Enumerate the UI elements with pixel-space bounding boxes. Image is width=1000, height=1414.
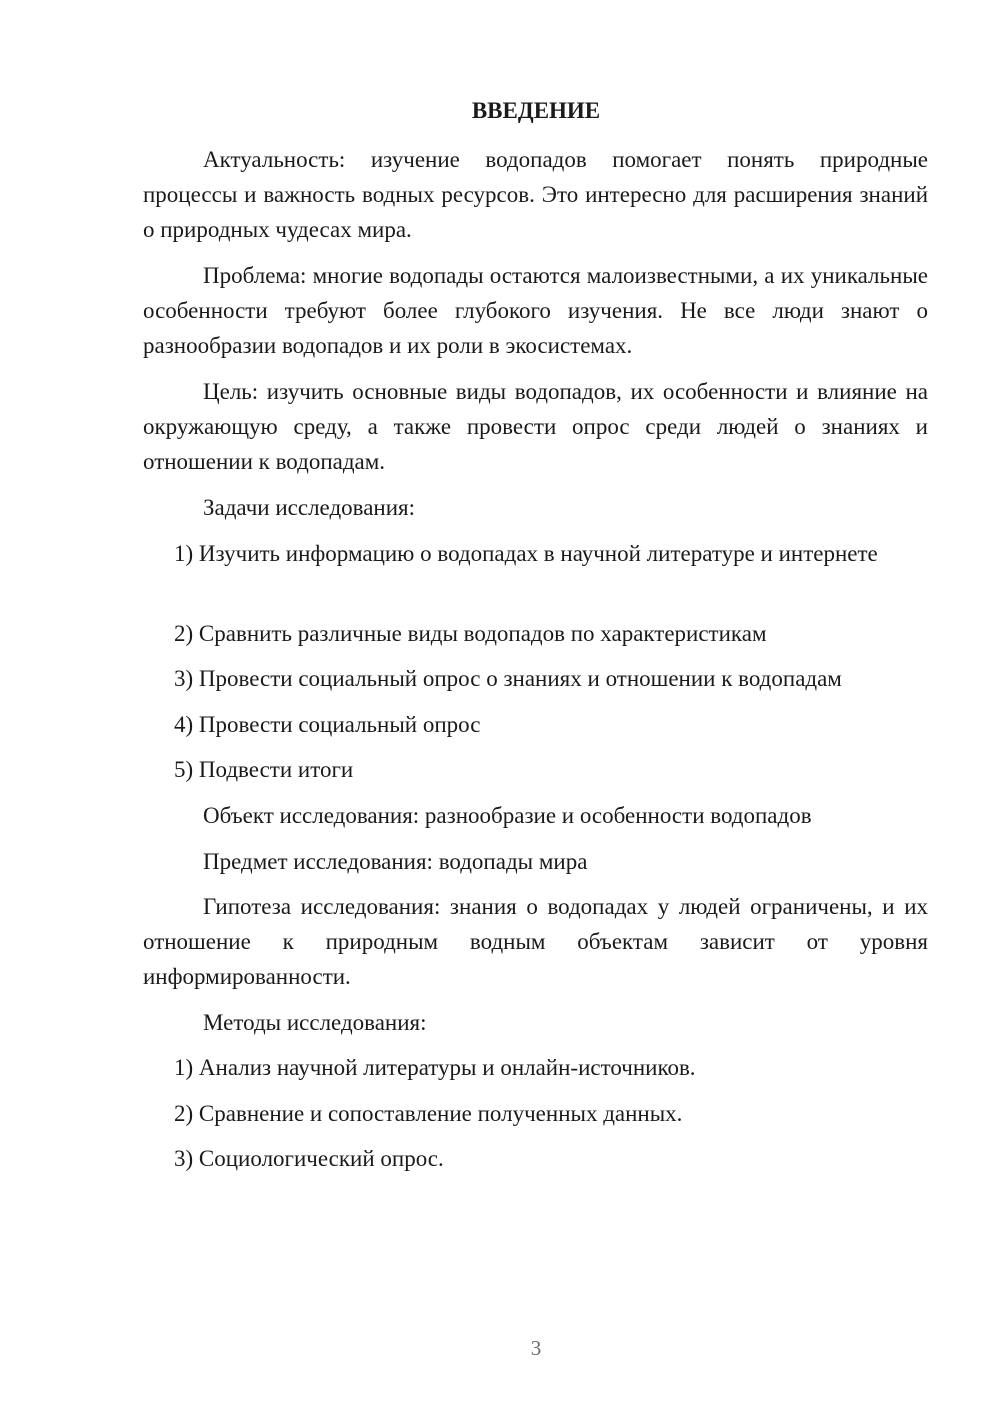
method-item-3: 3) Социологический опрос. bbox=[174, 1146, 444, 1171]
task-item-2: 2) Сравнить различные виды водопадов по характеристикам bbox=[174, 621, 767, 646]
relevance-paragraph: Актуальность: изучение водопадов помогает понять природные процессы и важность водных ресурсов. Это интересно для расширения знаний о природных чудесах мира. bbox=[143, 147, 928, 242]
page-number: 3 bbox=[530, 1336, 542, 1360]
task-item-3: 3) Провести социальный опрос о знаниях и отношении к водопадам bbox=[174, 666, 842, 691]
object-paragraph: Объект исследования: разнообразие и особенности водопадов bbox=[203, 803, 812, 828]
goal-paragraph: Цель: изучить основные виды водопадов, их особенности и влияние на окружающую среду, а также провести опрос среди людей о знаниях и отношении к водопадам. bbox=[143, 379, 928, 474]
method-item-2: 2) Сравнение и сопоставление полученных данных. bbox=[174, 1101, 683, 1126]
hypothesis-paragraph: Гипотеза исследования: знания о водопадах у людей ограничены, и их отношение к природным водным объектам зависит от уровня информированности. bbox=[143, 894, 928, 989]
task-item-1: 1) Изучить информацию о водопадах в научной литературе и интернете bbox=[174, 541, 878, 566]
page-title: ВВЕДЕНИЕ bbox=[471, 98, 601, 123]
subject-paragraph: Предмет исследования: водопады мира bbox=[203, 849, 588, 874]
task-item-4: 4) Провести социальный опрос bbox=[174, 712, 481, 737]
methods-heading: Методы исследования: bbox=[203, 1010, 427, 1035]
task-item-5: 5) Подвести итоги bbox=[174, 757, 354, 782]
problem-paragraph: Проблема: многие водопады остаются малоизвестными, а их уникальные особенности требуют более глубокого изучения. Не все люди знают о разнообразии водопадов и их роли в экосистемах. bbox=[143, 263, 928, 358]
method-item-1: 1) Анализ научной литературы и онлайн-источников. bbox=[174, 1055, 696, 1080]
tasks-heading: Задачи исследования: bbox=[203, 495, 416, 520]
